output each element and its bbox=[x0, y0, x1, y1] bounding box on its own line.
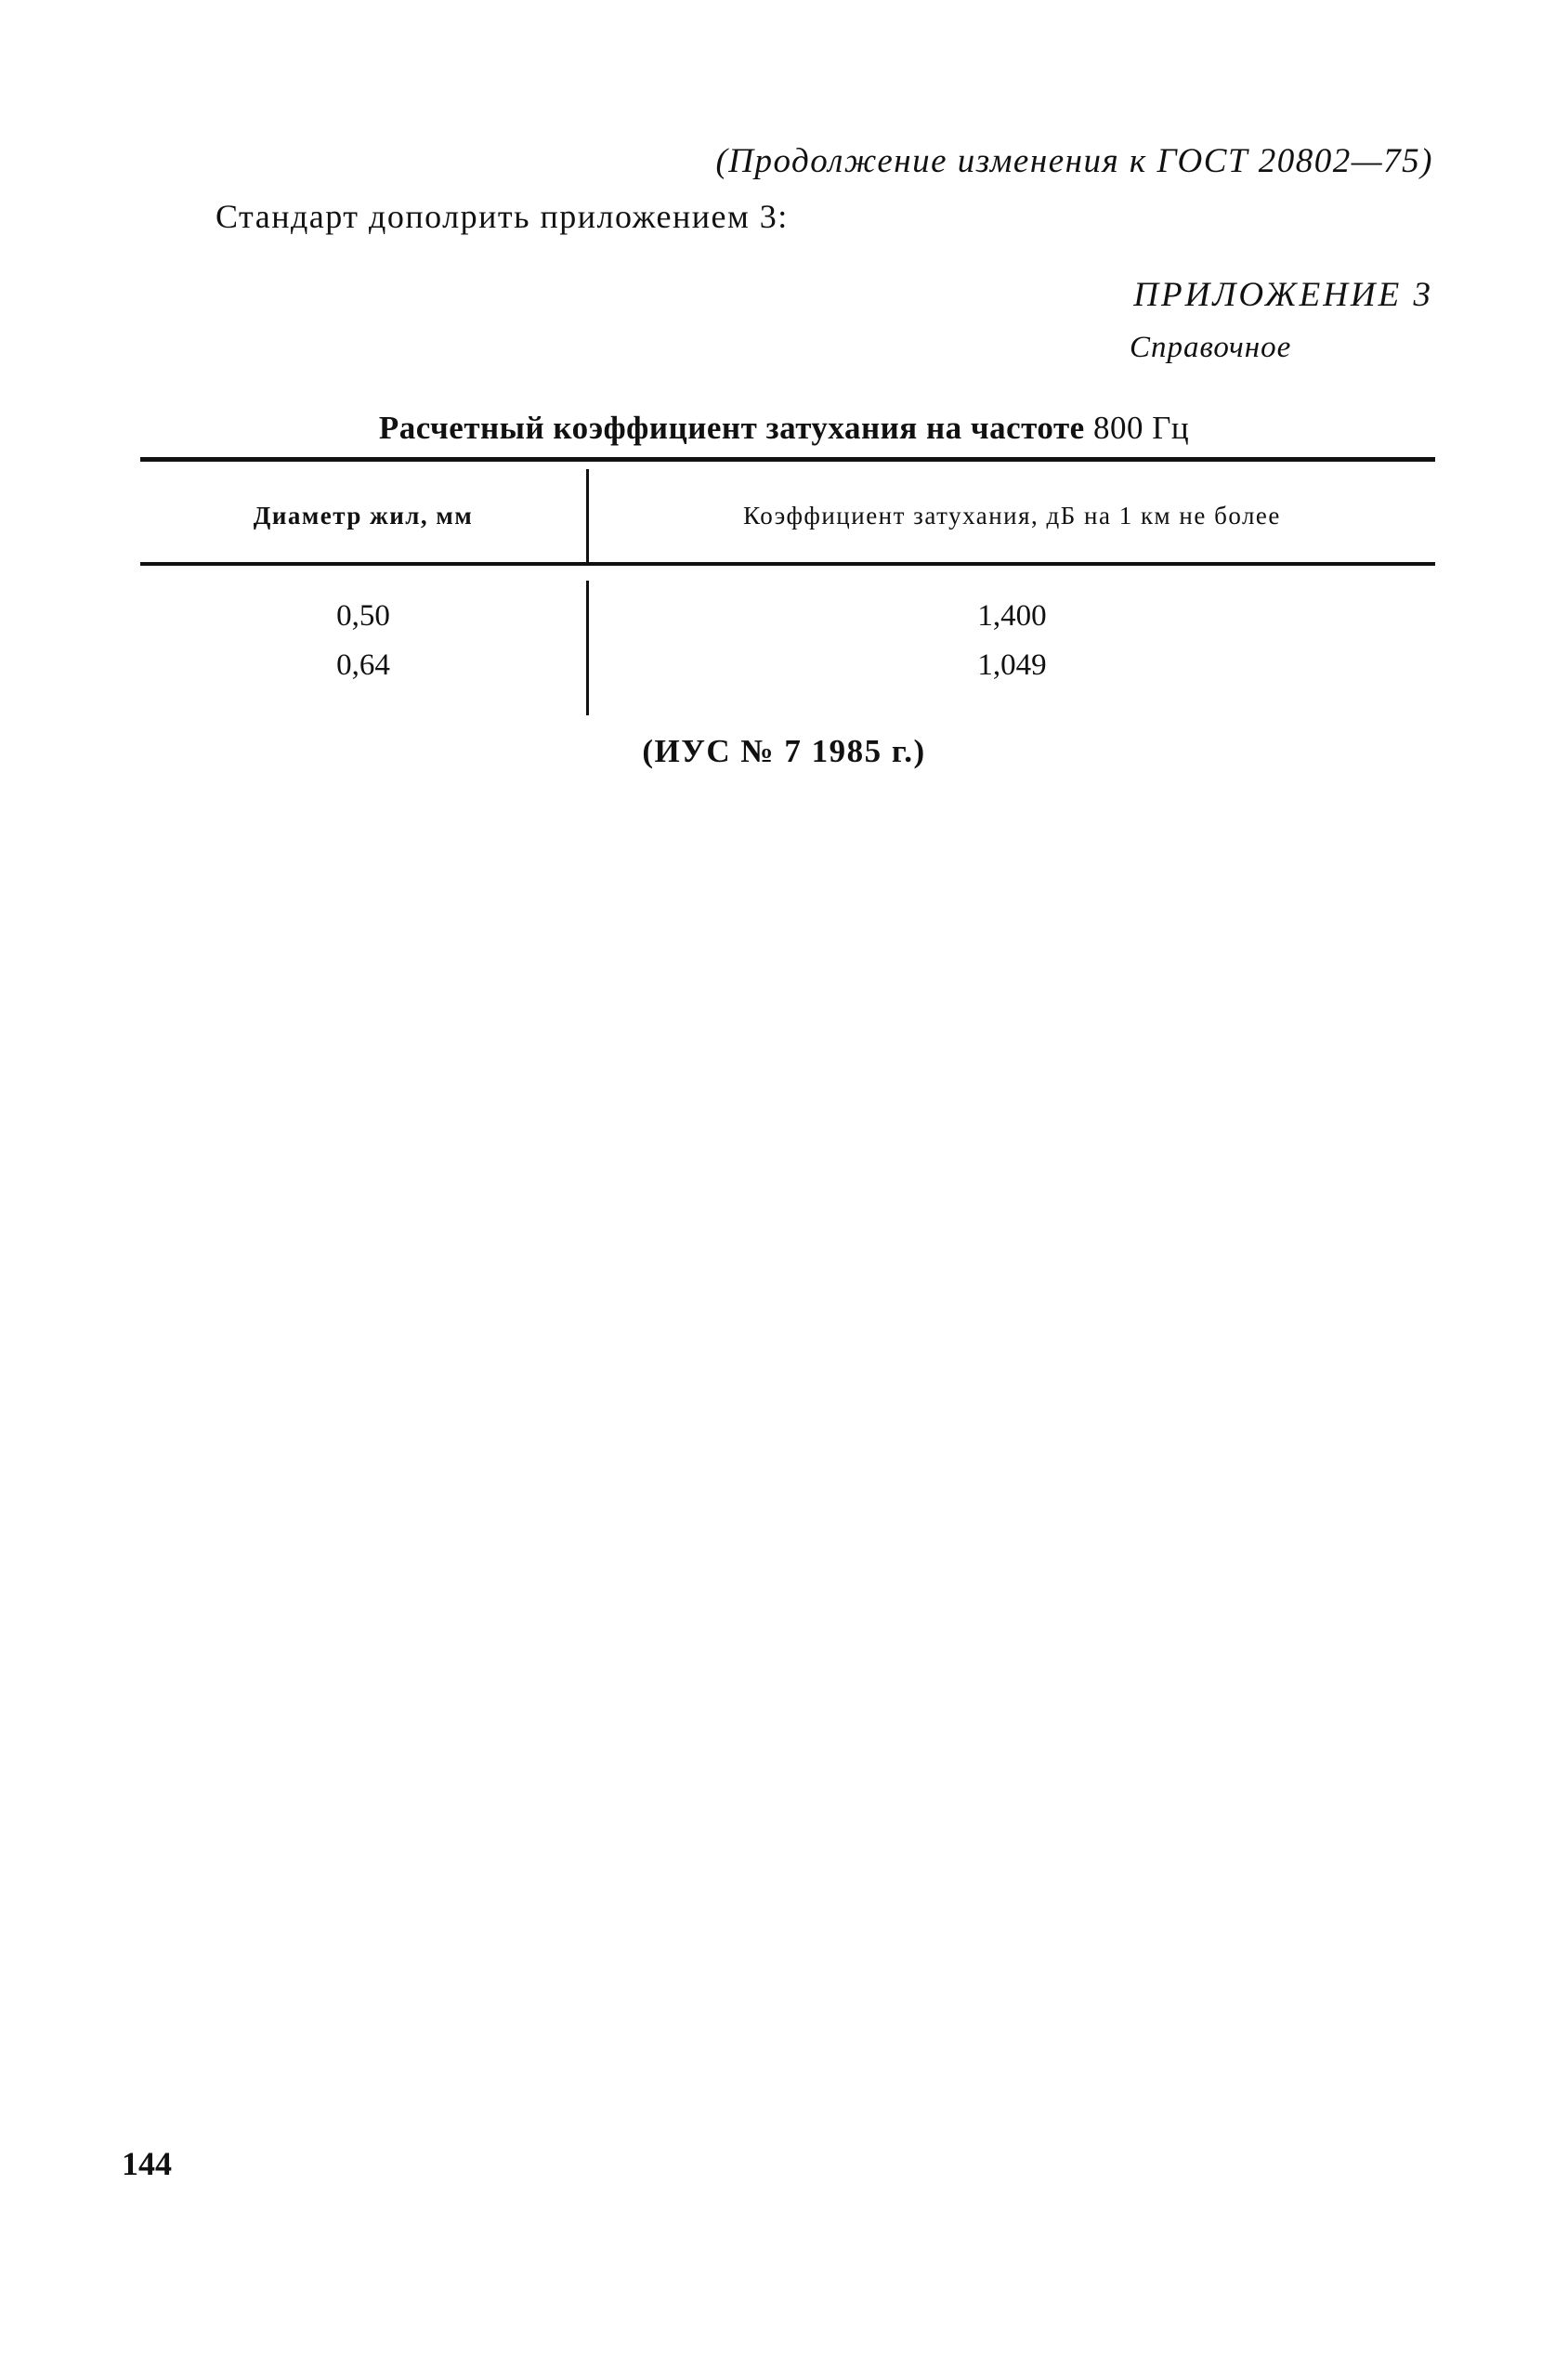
source-note: (ИУС № 7 1985 г.) bbox=[642, 733, 926, 769]
intro-text: Стандарт дополрить приложением 3: bbox=[216, 198, 789, 235]
table-caption-frequency: 800 Гц bbox=[1092, 410, 1190, 446]
table-header-diameter: Диаметр жил, мм bbox=[253, 502, 474, 530]
table-header-rule bbox=[140, 562, 1435, 566]
table-cell-diameter: 0,50 bbox=[336, 599, 390, 633]
table-cell-attenuation: 1,049 bbox=[977, 648, 1047, 682]
table-cell-diameter: 0,64 bbox=[336, 648, 390, 682]
appendix-kind: Справочное bbox=[1130, 331, 1292, 364]
table-header-attenuation: Коэффициент затухания, дБ на 1 км не более bbox=[743, 502, 1281, 530]
appendix-title: ПРИЛОЖЕНИЕ 3 bbox=[1133, 276, 1433, 314]
continuation-header: (Продолжение изменения к ГОСТ 20802—75) bbox=[715, 142, 1433, 180]
table-top-rule bbox=[140, 457, 1435, 462]
page-number: 144 bbox=[122, 2145, 172, 2182]
table-caption bbox=[0, 410, 1568, 447]
table-caption-text: Расчетный коэффициент затухания на частоте bbox=[378, 410, 1085, 446]
table-cell-attenuation: 1,400 bbox=[977, 599, 1047, 633]
